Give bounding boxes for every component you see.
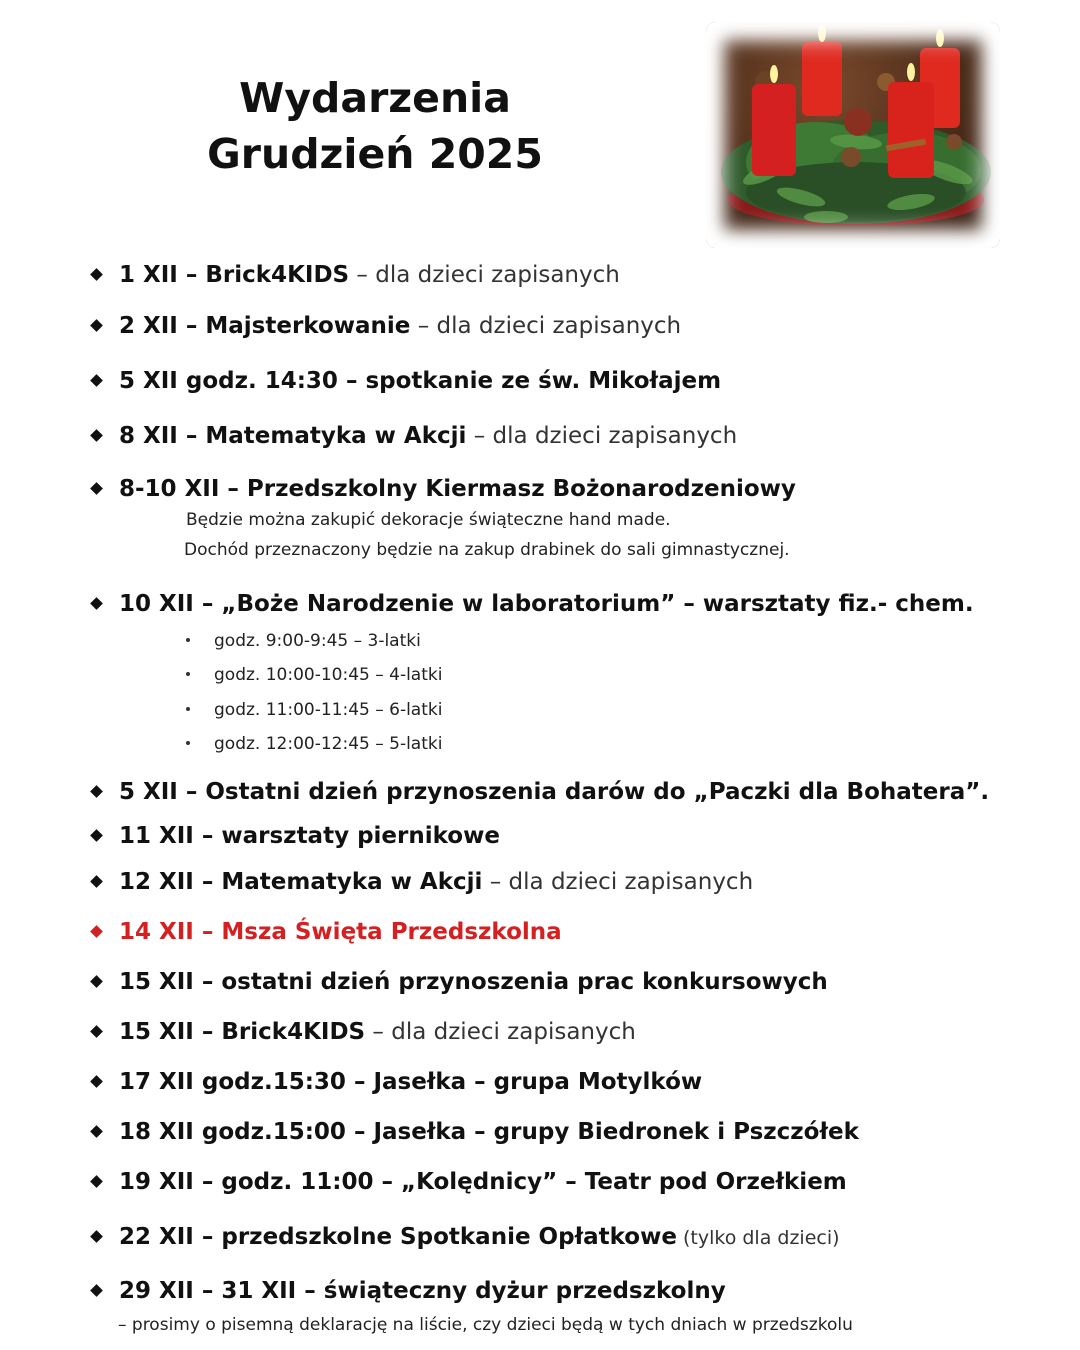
bullet-icon [90, 597, 103, 610]
sub-bullet-icon [186, 707, 190, 711]
bullet-icon [90, 1284, 103, 1297]
bullet-icon [90, 785, 103, 798]
sub-bullet-icon [186, 638, 190, 642]
event-title: 29 XII – 31 XII – świąteczny dyżur przedszkolny [119, 1278, 726, 1304]
event-item [88, 366, 721, 396]
event-title: 19 XII – godz. 11:00 – „Kolędnicy” – Teatr pod Orzełkiem [119, 1169, 847, 1195]
lab-session-text: godz. 12:00-12:45 – 5-latki [214, 734, 443, 754]
event-title: 8 XII – Matematyka w Akcji [119, 423, 467, 449]
event-title: 18 XII godz.15:00 – Jasełka – grupy Biedronek i Pszczółek [119, 1119, 859, 1145]
event-title: 17 XII godz.15:30 – Jasełka – grupa Motylków [119, 1069, 703, 1095]
event-item [88, 1222, 840, 1253]
bullet-icon [90, 875, 103, 888]
event-item [88, 821, 500, 851]
event-item [88, 867, 753, 897]
event-item [88, 1276, 726, 1306]
event-item [88, 1117, 859, 1147]
event-item [88, 1167, 847, 1197]
event-title: 2 XII – Majsterkowanie [119, 313, 411, 339]
bullet-icon [90, 1230, 103, 1243]
bullet-icon [90, 319, 103, 332]
event-note: – dla dzieci zapisanych [410, 313, 682, 339]
title-line-1: Wydarzenia [239, 74, 511, 122]
lab-session-text: godz. 11:00-11:45 – 6-latki [214, 700, 443, 720]
event-item-highlight [88, 917, 562, 947]
duty-note: – prosimy o pisemną deklarację na liście, czy dzieci będą w tych dniach w przedszkolu [118, 1315, 853, 1335]
event-item [88, 967, 828, 997]
lab-session [186, 732, 442, 756]
bullet-icon [90, 1025, 103, 1038]
event-item [88, 1067, 702, 1097]
event-title: 11 XII – warsztaty piernikowe [119, 823, 500, 849]
event-title: 8-10 XII – Przedszkolny Kiermasz Bożonarodzeniowy [119, 476, 796, 502]
bullet-icon [90, 1125, 103, 1138]
event-item [88, 260, 620, 290]
event-title: 5 XII – Ostatni dzień przynoszenia darów do „Paczki dla Bohatera”. [119, 779, 990, 805]
lab-session [186, 663, 442, 687]
lab-session [186, 629, 421, 653]
sub-bullet-icon [186, 741, 190, 745]
event-title: 15 XII – Brick4KIDS [119, 1019, 366, 1045]
bullet-icon [90, 829, 103, 842]
event-title: 22 XII – przedszkolne Spotkanie Opłatkowe [119, 1224, 677, 1250]
bullet-icon [90, 925, 103, 938]
event-item [88, 777, 989, 807]
event-title: 14 XII – Msza Święta Przedszkolna [119, 919, 562, 945]
lab-session-text: godz. 10:00-10:45 – 4-latki [214, 665, 443, 685]
event-item [88, 311, 681, 341]
kiermasz-note: Dochód przeznaczony będzie na zakup drabinek do sali gimnastycznej. [184, 540, 790, 560]
event-title: 12 XII – Matematyka w Akcji [119, 869, 483, 895]
event-note: – dla dzieci zapisanych [482, 869, 754, 895]
event-title: 5 XII godz. 14:30 – spotkanie ze św. Mikołajem [119, 368, 722, 394]
bullet-icon [90, 429, 103, 442]
event-note: (tylko dla dzieci) [676, 1227, 840, 1249]
event-item [88, 589, 974, 619]
bullet-icon [90, 1175, 103, 1188]
event-item [88, 1017, 636, 1047]
lab-session [186, 698, 442, 722]
kiermasz-note: Będzie można zakupić dekoracje świąteczne hand made. [186, 510, 671, 530]
event-note: – dla dzieci zapisanych [365, 1019, 636, 1045]
event-note: – dla dzieci zapisanych [349, 262, 620, 288]
sub-bullet-icon [186, 672, 190, 676]
event-title: 1 XII – Brick4KIDS [119, 262, 350, 288]
bullet-icon [90, 1075, 103, 1088]
bullet-icon [90, 975, 103, 988]
event-item [88, 474, 796, 504]
title-line-2: Grudzień 2025 [207, 130, 543, 178]
bullet-icon [90, 374, 103, 387]
event-item [88, 421, 737, 451]
bullet-icon [90, 482, 103, 495]
event-title: 15 XII – ostatni dzień przynoszenia prac konkursowych [119, 969, 828, 995]
event-title: 10 XII – „Boże Narodzenie w laboratorium” – warsztaty fiz.- chem. [119, 591, 974, 617]
lab-session-text: godz. 9:00-9:45 – 3-latki [214, 631, 421, 651]
bullet-icon [90, 268, 103, 281]
event-note: – dla dzieci zapisanych [466, 423, 738, 449]
